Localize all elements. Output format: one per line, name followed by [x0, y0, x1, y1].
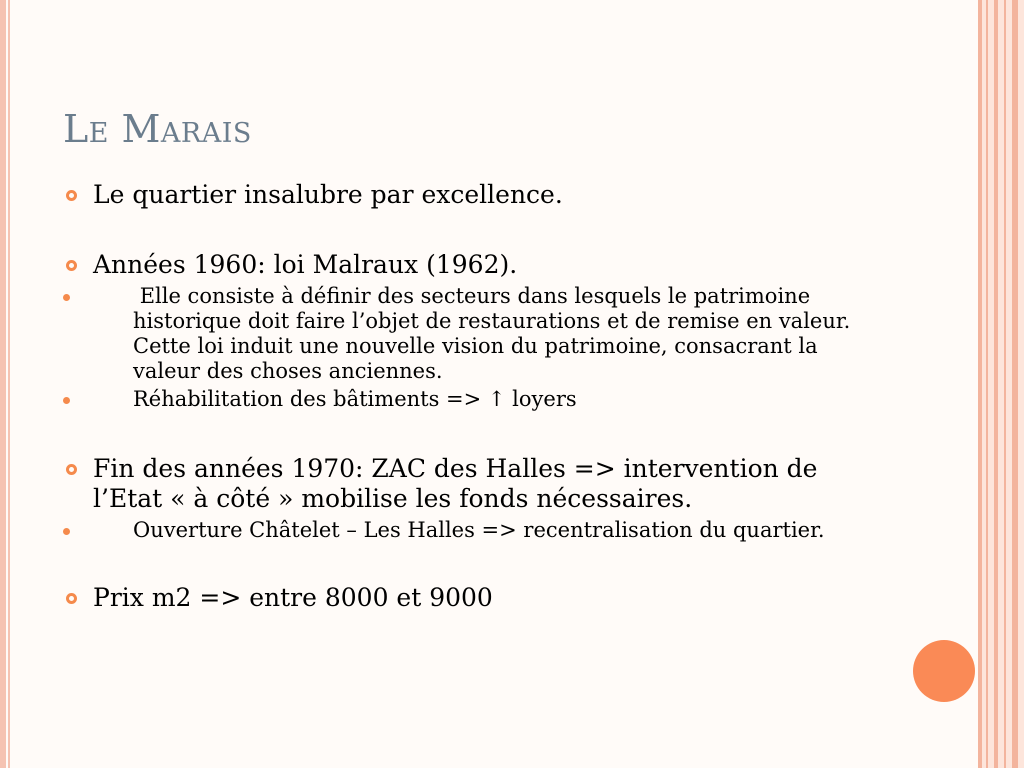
sub-bullet-text: Ouverture Châtelet – Les Halles => recentralisation du quartier. [133, 518, 825, 542]
dot-bullet-icon [63, 528, 70, 535]
bullet-item [60, 583, 885, 613]
decorative-circle [913, 640, 975, 702]
bullet-item [60, 250, 885, 280]
ring-bullet-icon [66, 593, 77, 604]
right-stripe [1012, 0, 1018, 768]
left-border-line [0, 0, 6, 768]
bullet-text: Années 1960: loi Malraux (1962). [93, 250, 518, 279]
bullet-text: Prix m2 => entre 8000 et 9000 [93, 583, 493, 612]
sub-bullet-item [19, 518, 885, 543]
sub-bullet-item [19, 284, 885, 384]
ring-bullet-icon [66, 190, 77, 201]
left-border-line-thin [8, 0, 10, 768]
bullet-text: Fin des années 1970: ZAC des Halles => intervention de l’Etat « à côté » mobilise les fonds nécessaires. [93, 454, 818, 513]
sub-bullet-text: Réhabilitation des bâtiments => ↑ loyers [133, 387, 577, 411]
bullet-item [60, 454, 885, 514]
right-stripe [978, 0, 982, 768]
slide-title: Le Marais [63, 107, 252, 151]
sub-bullet-list [60, 518, 885, 543]
sub-bullet-item [19, 387, 885, 412]
bullet-item [60, 180, 885, 210]
right-stripe [1004, 0, 1006, 768]
slide-content [60, 180, 885, 613]
ring-bullet-icon [66, 464, 77, 475]
dot-bullet-icon [63, 397, 70, 404]
right-stripe [994, 0, 998, 768]
sub-bullet-list [60, 284, 885, 412]
dot-bullet-icon [63, 294, 70, 301]
bullet-text: Le quartier insalubre par excellence. [93, 180, 563, 209]
right-stripe [986, 0, 988, 768]
ring-bullet-icon [66, 260, 77, 271]
sub-bullet-text: Elle consiste à définir des secteurs dans lesquels le patrimoine historique doit faire l’objet de restaurations et de remise en valeur. Cette loi induit une nouvelle vision du patrimoine, consacrant la valeur des choses anciennes. [133, 284, 857, 383]
